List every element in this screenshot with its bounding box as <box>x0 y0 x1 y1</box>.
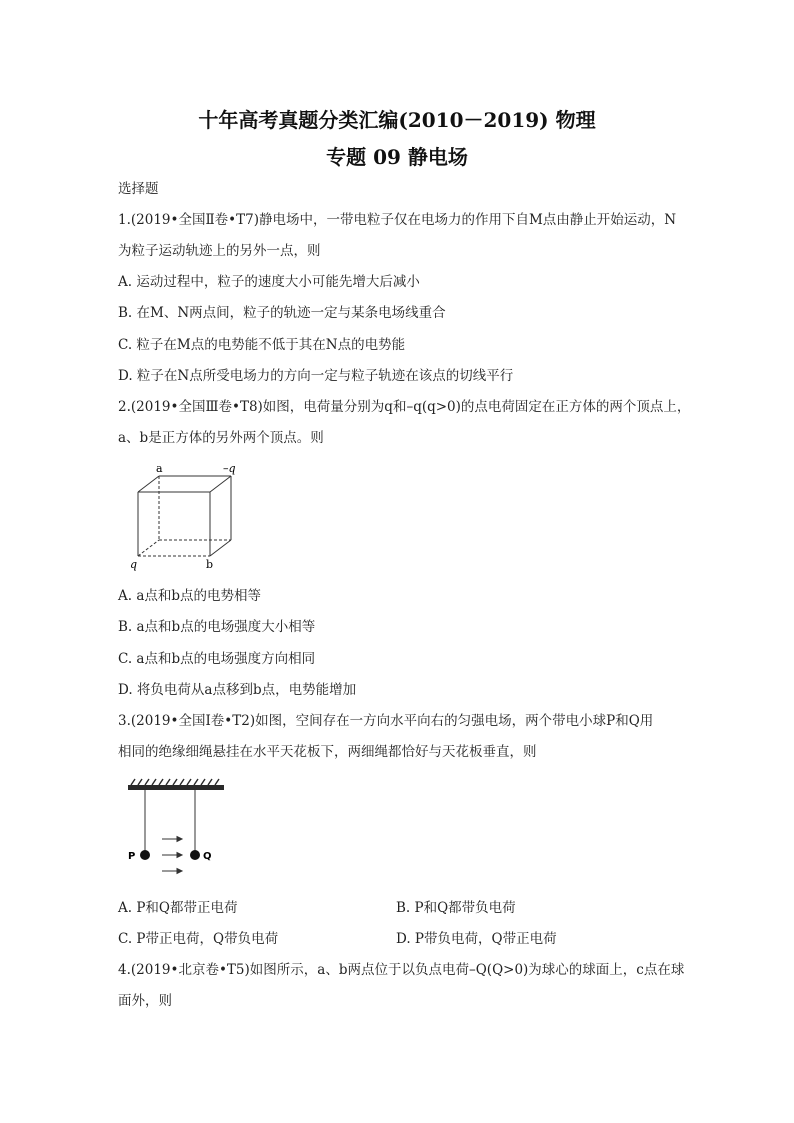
q3-option-d: D. P带负电荷，Q带正电荷 <box>396 931 557 947</box>
q1-stem-line1: 1.(2019•全国Ⅱ卷•T7)静电场中，一带电粒子仅在电场力的作用下自M点由静止开始运动，N <box>118 212 677 228</box>
q1-option-c: C. 粒子在M点的电势能不低于其在N点的电势能 <box>118 337 406 353</box>
q3-stem-line2: 相同的绝缘细绳悬挂在水平天花板下，两细绳都恰好与天花板垂直，则 <box>118 744 537 760</box>
pendulum-figure <box>125 777 230 882</box>
q1-option-a: A. 运动过程中，粒子的速度大小可能先增大后减小 <box>118 274 420 290</box>
cube-label-q: q <box>130 558 138 571</box>
q3-option-c: C. P带正电荷，Q带负电荷 <box>118 931 279 947</box>
q2-option-b: B. a点和b点的电场强度大小相等 <box>118 619 316 635</box>
section-heading: 选择题 <box>118 181 159 197</box>
q2-option-c: C. a点和b点的电场强度方向相同 <box>118 651 316 667</box>
label-p: P <box>128 851 136 862</box>
q2-stem-line2: a、b是正方体的另外两个顶点。则 <box>118 430 324 446</box>
q1-option-d: D. 粒子在N点所受电场力的方向一定与粒子轨迹在该点的切线平行 <box>118 368 514 384</box>
q3-option-a: A. P和Q都带正电荷 <box>118 900 238 916</box>
cube-label-b: b <box>206 558 214 571</box>
q2-option-d: D. 将负电荷从a点移到b点，电势能增加 <box>118 682 357 698</box>
document-subtitle: 专题 09 静电场 <box>326 145 468 169</box>
q3-option-b: B. P和Q都带负电荷 <box>396 900 516 916</box>
q2-option-a: A. a点和b点的电势相等 <box>118 588 262 604</box>
cube-label-a: a <box>156 462 163 475</box>
q3-stem-line1: 3.(2019•全国Ⅰ卷•T2)如图，空间存在一方向水平向右的匀强电场，两个带电小球P和Q用 <box>118 713 654 729</box>
q1-option-b: B. 在M、N两点间，粒子的轨迹一定与某条电场线重合 <box>118 305 446 321</box>
q2-stem-line1: 2.(2019•全国Ⅲ卷•T8)如图，电荷量分别为q和–q(q>0)的点电荷固定在正方体的两个顶点上， <box>118 399 691 415</box>
cube-figure <box>120 460 245 575</box>
field-arrows <box>162 837 182 874</box>
document-title: 十年高考真题分类汇编(2010－2019) 物理 <box>198 108 596 132</box>
q1-stem-line2: 为粒子运动轨迹上的另外一点，则 <box>118 243 321 259</box>
q4-stem-line1: 4.(2019•北京卷•T5)如图所示，a、b两点位于以负点电荷–Q(Q>0)为球心的球面上，c点在球 <box>118 962 685 978</box>
cube-label-neg-q: –q <box>223 462 236 475</box>
label-q: Q <box>203 851 212 862</box>
ball-p <box>140 850 150 860</box>
q4-stem-line2: 面外，则 <box>118 993 172 1009</box>
ball-q <box>190 850 200 860</box>
